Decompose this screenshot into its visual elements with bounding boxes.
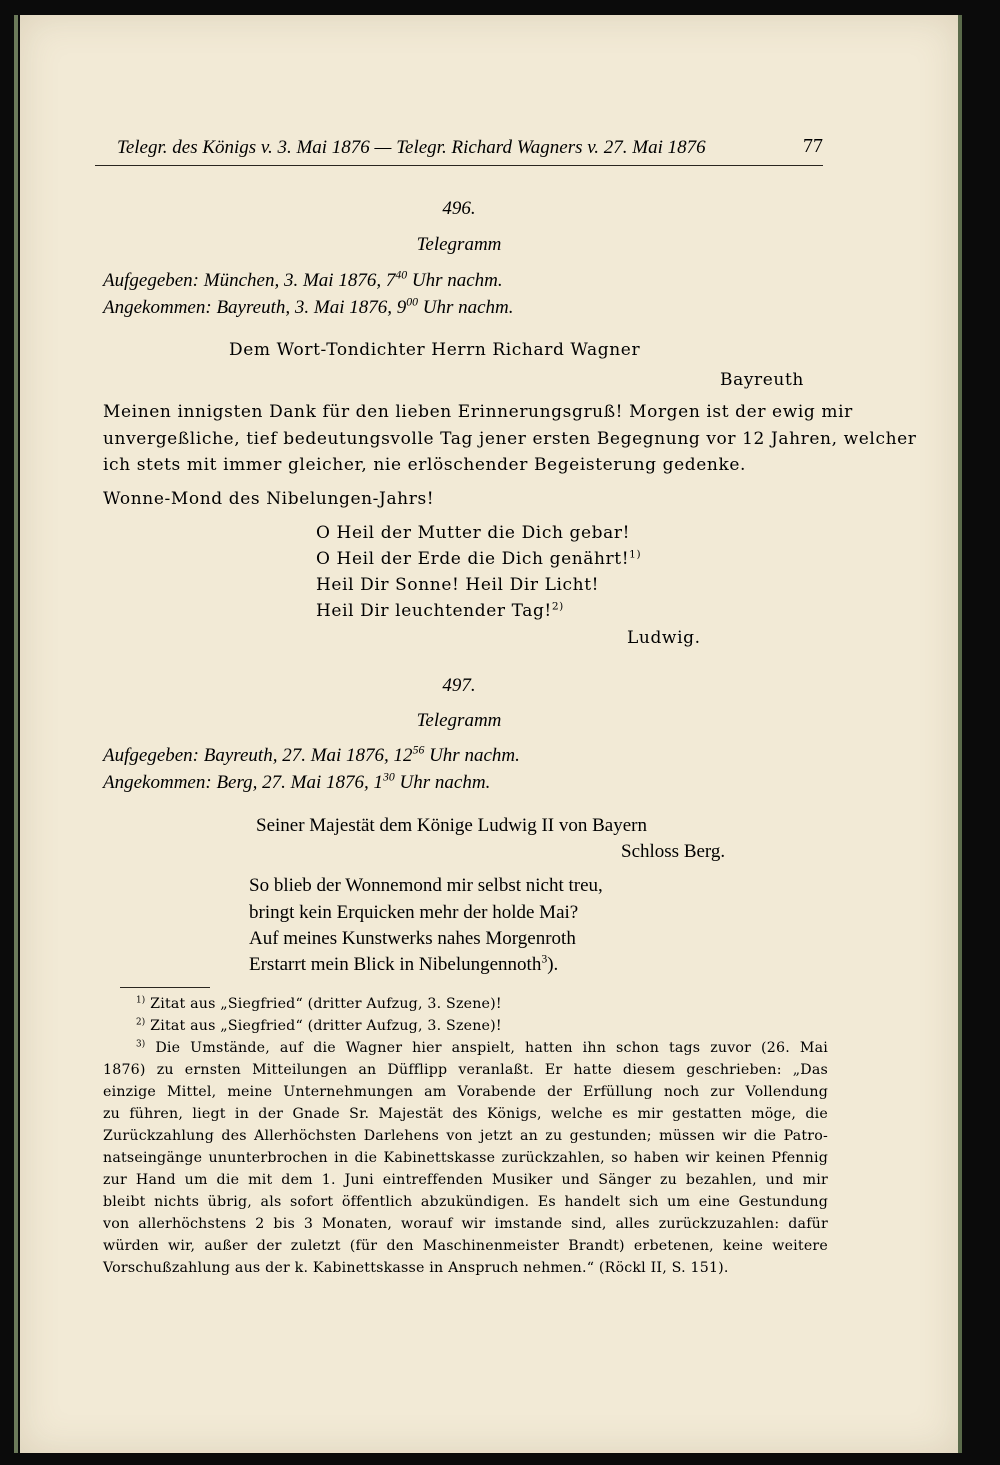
entry-number: 497. (442, 675, 476, 696)
verse-line: bringt kein Erquicken mehr der holde Mai? (249, 902, 579, 923)
sent-text: Bayreuth, 27. Mai 1876, 12 (203, 745, 413, 766)
page-edge-right (958, 15, 962, 1453)
sent-tail: Uhr nachm. (424, 745, 520, 766)
footnote-3-line: würden wir, außer der zuletzt (für den Maschinenmeister Brandt) erbetenen, keine weitere (103, 1238, 828, 1254)
footnote-3-line: Zurückzahlung des Allerhöchsten Darlehens von jetzt an zu gestunden; müssen wir die Patro- (103, 1128, 828, 1144)
received-text: Bayreuth, 3. Mai 1876, 9 (216, 297, 407, 318)
header-rule (95, 165, 823, 166)
entry-number: 496. (442, 198, 476, 219)
received-text: Berg, 27. Mai 1876, 1 (216, 772, 384, 793)
footnote-mark: 2) (136, 1017, 146, 1028)
footnote-1: $^{1)}$ Zitat aus „Siegfried“ (dritter Aufzug, 3. Szene)! (136, 995, 502, 1012)
running-header (95, 132, 823, 168)
footnote-mark: 1) (136, 995, 146, 1006)
sent-label: Aufgegeben: (103, 270, 200, 291)
address-line: Dem Wort-Tondichter Herrn Richard Wagner (229, 340, 641, 360)
sent-tail: Uhr nachm. (407, 270, 503, 291)
received-tail: Uhr nachm. (418, 297, 514, 318)
received-line (103, 772, 490, 794)
footnote-3-line: natseingänge ununterbrochen in die Kabinettskasse zurückzahlen, so haben wir keinen Pfennig (103, 1150, 828, 1166)
sent-text: München, 3. Mai 1876, 7 (203, 270, 396, 291)
body-line: Meinen innigsten Dank für den lieben Erinnerungsgruß! Morgen ist der ewig mir (103, 402, 853, 422)
body-line: unvergeßliche, tief bedeutungsvolle Tag jener ersten Begegnung vor 12 Jahren, welcher (103, 429, 917, 449)
footnote-mark: 3 (541, 952, 548, 966)
received-label: Angekommen: (103, 772, 212, 793)
verse-line: Heil Dir leuchtender Tag!$^{2)}$ (316, 600, 564, 621)
received-minutes: 30 (383, 770, 395, 784)
page-edge-left (14, 15, 18, 1453)
sent-line (103, 270, 503, 292)
verse-line: O Heil der Mutter die Dich gebar! (316, 523, 631, 543)
verse-line: So blieb der Wonnemond mir selbst nicht treu, (249, 875, 603, 896)
sent-minutes: 56 (412, 743, 425, 757)
footnote-3-line: zur Hand um die mit dem 1. Juni eintreffenden Musiker und Sänger zu bezahlen, und mir (103, 1172, 828, 1188)
footnote-3-line: $^{3)}$ Die Umstände, auf die Wagner hier anspielt, hatten ihn schon tags zuvor (26. Mai (136, 1039, 828, 1056)
address-place: Schloss Berg. (621, 841, 726, 862)
footnote-2: $^{2)}$ Zitat aus „Siegfried“ (dritter Aufzug, 3. Szene)! (136, 1017, 502, 1034)
footnote-mark: 1) (629, 548, 642, 561)
verse-line: Erstarrt mein Blick in Nibelungennoth$^3$). (249, 952, 559, 975)
received-minutes: 00 (406, 295, 418, 309)
received-line (103, 297, 514, 319)
footnote-3-line: bleibt nichts übrig, als sofort öffentlich abzukündigen. Es handelt sich um eine Gestundung (103, 1194, 828, 1210)
entry-kind: Telegramm (416, 710, 502, 731)
sent-label: Aufgegeben: (103, 745, 200, 766)
footnote-mark: 3) (136, 1039, 146, 1050)
verse-line: Heil Dir Sonne! Heil Dir Licht! (316, 575, 600, 595)
footnote-rule (120, 987, 210, 988)
address-place: Bayreuth (720, 370, 804, 390)
verse-line: Auf meines Kunstwerks nahes Morgenroth (249, 928, 576, 949)
body-line: ich stets mit immer gleicher, nie erlöschender Begeisterung gedenke. (103, 455, 747, 475)
address-line: Seiner Majestät dem Könige Ludwig II von Bayern (256, 815, 647, 836)
footnote-3-line: von allerhöchstens 2 bis 3 Monaten, worauf wir imstande sind, alles zurückzuzahlen: dafür (103, 1216, 828, 1232)
received-tail: Uhr nachm. (394, 772, 491, 793)
signature: Ludwig. (627, 628, 701, 648)
footnote-3-line: Vorschußzahlung aus der k. Kabinettskasse in Anspruch nehmen.“ (Röckl II, S. 151). (103, 1260, 729, 1276)
sent-minutes: 40 (395, 268, 408, 282)
running-title: Telegr. des Königs v. 3. Mai 1876 — Telegr. Richard Wagners v. 27. Mai 1876 (117, 137, 706, 158)
footnote-3-line: 1876) zu ernsten Mitteilungen an Düfflipp veranlaßt. Er hatte diesem geschrieben: „Das (103, 1062, 828, 1078)
entry-kind: Telegramm (416, 234, 502, 255)
sent-line (103, 745, 520, 767)
footnote-3-line: zu führen, liegt in der Gnade Sr. Majestät des Königs, welche es mir gestatten möge, die (103, 1106, 828, 1122)
received-label: Angekommen: (103, 297, 212, 318)
footnote-mark: 2) (551, 600, 564, 613)
verse-line: O Heil der Erde die Dich genährt!$^{1)}$ (316, 548, 642, 569)
footnote-3-line: einzige Mittel, meine Unternehmungen am Vorabende der Erfüllung noch zur Vollendung (103, 1084, 828, 1100)
salutation: Wonne-Mond des Nibelungen-Jahrs! (103, 489, 435, 509)
page-number: 77 (803, 135, 823, 157)
